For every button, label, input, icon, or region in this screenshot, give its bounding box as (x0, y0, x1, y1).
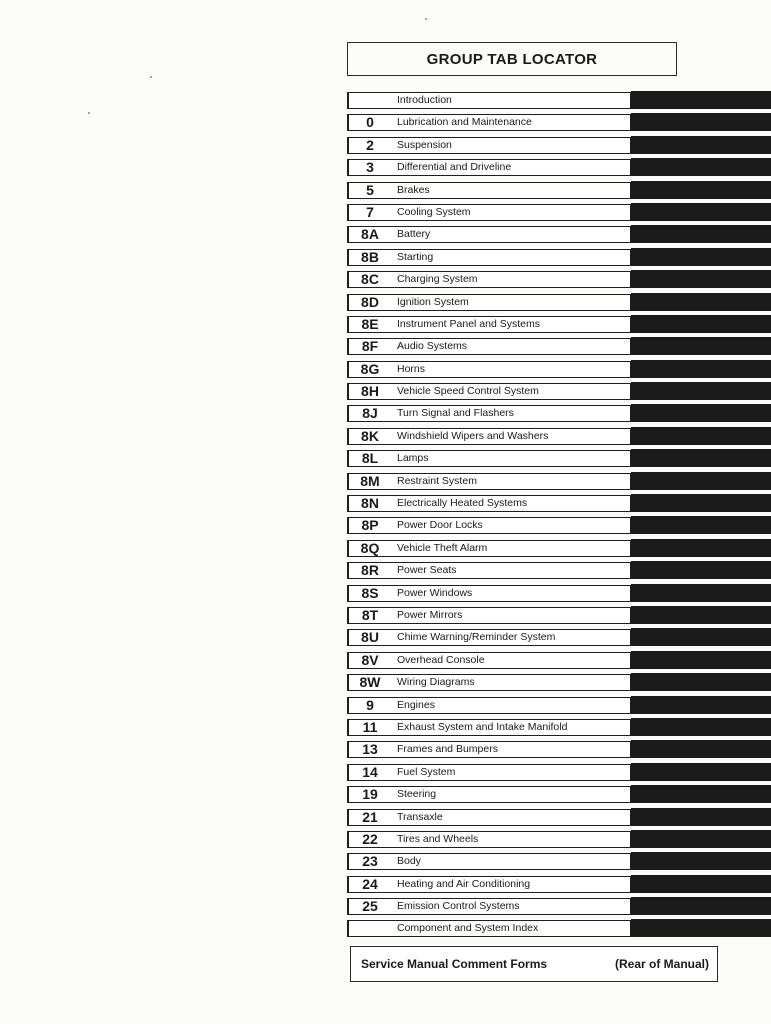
black-edge-tab[interactable] (631, 136, 771, 154)
group-number: 2 (366, 136, 374, 153)
group-title: Power Seats (397, 564, 457, 577)
black-edge-tab[interactable] (631, 113, 771, 131)
group-title: Heating and Air Conditioning (397, 877, 531, 890)
group-title: Battery (397, 228, 431, 241)
group-tab-row[interactable] (347, 404, 771, 426)
group-number: 8H (361, 383, 379, 400)
group-number: 8S (361, 584, 379, 601)
group-tab-row[interactable] (347, 808, 771, 830)
group-tab-row[interactable] (347, 875, 771, 897)
group-title: Turn Signal and Flashers (397, 407, 514, 420)
group-number: 3 (366, 159, 374, 176)
black-edge-tab[interactable] (631, 315, 771, 333)
group-number: 8F (361, 338, 379, 355)
group-title: Steering (397, 788, 437, 801)
group-title: Suspension (397, 138, 452, 151)
group-title: Charging System (397, 273, 478, 286)
group-title: Vehicle Speed Control System (397, 385, 539, 398)
black-edge-tab[interactable] (631, 628, 771, 646)
group-tab-row[interactable] (347, 181, 771, 203)
group-number: 8A (361, 226, 379, 243)
black-edge-tab[interactable] (631, 539, 771, 557)
group-tab-row[interactable] (347, 270, 771, 292)
comment-forms-box (350, 946, 718, 982)
group-title: Cooling System (397, 205, 471, 218)
black-edge-tab[interactable] (631, 472, 771, 490)
group-tab-row[interactable] (347, 897, 771, 919)
black-edge-tab[interactable] (631, 606, 771, 624)
group-tab-row[interactable] (347, 449, 771, 471)
group-tab-row[interactable] (347, 136, 771, 158)
group-number: 8M (360, 472, 380, 489)
black-edge-tab[interactable] (631, 382, 771, 400)
group-tab-row[interactable] (347, 225, 771, 247)
group-number: 9 (366, 696, 374, 713)
group-tab-row[interactable] (347, 248, 771, 270)
group-title: Wiring Diagrams (397, 676, 475, 689)
group-title: Vehicle Theft Alarm (397, 541, 488, 554)
group-title: Lamps (397, 452, 429, 465)
group-title: Windshield Wipers and Washers (397, 429, 549, 442)
black-edge-tab[interactable] (631, 875, 771, 893)
group-title: Power Windows (397, 586, 473, 599)
black-edge-tab[interactable] (631, 494, 771, 512)
group-tab-row[interactable] (347, 158, 771, 180)
black-edge-tab[interactable] (631, 830, 771, 848)
paper-speck (88, 112, 90, 114)
group-tab-row[interactable] (347, 584, 771, 606)
comment-forms-label: Service Manual Comment Forms (361, 957, 548, 971)
black-edge-tab[interactable] (631, 248, 771, 266)
group-tab-row[interactable] (347, 516, 771, 538)
group-tab-row[interactable] (347, 852, 771, 874)
group-number: 8P (361, 517, 379, 534)
group-tab-row[interactable] (347, 472, 771, 494)
black-edge-tab[interactable] (631, 203, 771, 221)
black-edge-tab[interactable] (631, 852, 771, 870)
group-tab-row[interactable] (347, 830, 771, 852)
group-title: Power Door Locks (397, 519, 483, 532)
group-tab-row[interactable] (347, 427, 771, 449)
group-tab-row[interactable] (347, 494, 771, 516)
black-edge-tab[interactable] (631, 225, 771, 243)
group-tab-row[interactable] (347, 561, 771, 583)
group-title: Instrument Panel and Systems (397, 317, 540, 330)
group-number: 22 (362, 830, 378, 847)
black-edge-tab[interactable] (631, 785, 771, 803)
black-edge-tab[interactable] (631, 808, 771, 826)
group-tab-row[interactable] (347, 203, 771, 225)
group-number: 8K (361, 427, 379, 444)
black-edge-tab[interactable] (631, 337, 771, 355)
group-title: Audio Systems (397, 340, 468, 353)
group-tab-list (347, 91, 771, 942)
group-title: Differential and Driveline (397, 161, 512, 174)
group-number: 8V (361, 651, 379, 668)
group-number: 25 (362, 898, 378, 915)
group-number: 8E (361, 315, 379, 332)
page-title (347, 42, 677, 76)
group-number: 23 (362, 853, 378, 870)
group-title: Chime Warning/Reminder System (397, 631, 556, 644)
group-title: Power Mirrors (397, 608, 463, 621)
black-edge-tab[interactable] (631, 91, 771, 109)
black-edge-tab[interactable] (631, 740, 771, 758)
group-tab-row[interactable] (347, 785, 771, 807)
group-number: 8G (360, 360, 380, 377)
black-edge-tab[interactable] (631, 181, 771, 199)
group-tab-row[interactable] (347, 651, 771, 673)
group-tab-row[interactable] (347, 360, 771, 382)
group-number: 8N (361, 495, 379, 512)
black-edge-tab[interactable] (631, 270, 771, 288)
group-tab-row[interactable] (347, 315, 771, 337)
group-title: Overhead Console (397, 653, 485, 666)
group-number: 19 (362, 786, 378, 803)
group-title: Electrically Heated Systems (397, 497, 528, 510)
group-tab-row[interactable] (347, 606, 771, 628)
group-title: Starting (397, 250, 434, 263)
group-number: 14 (362, 763, 378, 780)
group-number: 8T (361, 606, 379, 623)
group-title: Engines (397, 698, 435, 711)
group-title: Emission Control Systems (397, 900, 520, 913)
group-tab-row[interactable] (347, 293, 771, 315)
group-title: Lubrication and Maintenance (397, 116, 532, 129)
black-edge-tab[interactable] (631, 763, 771, 781)
group-number: 7 (366, 203, 374, 220)
group-title: Frames and Bumpers (397, 743, 498, 756)
black-edge-tab[interactable] (631, 561, 771, 579)
group-tab-row[interactable] (347, 919, 771, 941)
group-title: Introduction (397, 94, 452, 106)
group-number: 5 (366, 181, 374, 198)
group-number: 11 (362, 718, 378, 735)
black-edge-tab[interactable] (631, 584, 771, 602)
group-number: 8W (359, 674, 381, 691)
group-tab-row[interactable] (347, 539, 771, 561)
group-number: 13 (362, 741, 378, 758)
paper-speck (150, 76, 152, 78)
group-number: 8J (362, 405, 378, 422)
group-tab-row[interactable] (347, 673, 771, 695)
group-number (349, 92, 391, 109)
group-number: 24 (362, 875, 378, 892)
group-title: Fuel System (397, 765, 456, 778)
black-edge-tab[interactable] (631, 404, 771, 422)
group-title: Transaxle (397, 810, 443, 823)
group-tab-row[interactable] (347, 337, 771, 359)
group-title: Horns (397, 362, 426, 375)
black-edge-tab[interactable] (631, 158, 771, 176)
group-title: Brakes (397, 183, 430, 196)
group-number (349, 920, 391, 937)
black-edge-tab[interactable] (631, 897, 771, 915)
group-number: 8U (361, 629, 379, 646)
group-tab-row[interactable] (347, 718, 771, 740)
comment-forms-location: (Rear of Manual) (614, 957, 709, 971)
group-title: Exhaust System and Intake Manifold (397, 720, 568, 733)
group-number: 8C (361, 271, 379, 288)
group-number: 8B (361, 248, 379, 265)
group-tab-row[interactable] (347, 91, 771, 113)
group-title: Component and System Index (397, 922, 539, 935)
group-number: 8D (361, 293, 379, 310)
black-edge-tab[interactable] (631, 673, 771, 691)
group-title: Ignition System (397, 295, 469, 308)
black-edge-tab[interactable] (631, 293, 771, 311)
group-tab-row[interactable] (347, 740, 771, 762)
black-edge-tab[interactable] (631, 449, 771, 467)
group-tab-row[interactable] (347, 113, 771, 135)
black-edge-tab[interactable] (631, 516, 771, 534)
group-number: 8R (361, 562, 379, 579)
group-tab-row[interactable] (347, 628, 771, 650)
black-edge-tab[interactable] (631, 360, 771, 378)
paper-speck (425, 18, 427, 20)
group-number: 8L (361, 450, 379, 467)
group-tab-row[interactable] (347, 382, 771, 404)
group-title: Body (397, 855, 421, 868)
page-title-text: GROUP TAB LOCATOR (426, 50, 598, 68)
black-edge-tab[interactable] (631, 919, 771, 937)
group-title: Tires and Wheels (397, 832, 479, 845)
group-tab-row[interactable] (347, 696, 771, 718)
black-edge-tab[interactable] (631, 718, 771, 736)
group-title: Restraint System (397, 474, 477, 487)
group-number: 0 (366, 114, 374, 131)
group-number: 21 (362, 808, 378, 825)
group-tab-row[interactable] (347, 763, 771, 785)
black-edge-tab[interactable] (631, 696, 771, 714)
black-edge-tab[interactable] (631, 651, 771, 669)
group-number: 8Q (360, 539, 380, 556)
black-edge-tab[interactable] (631, 427, 771, 445)
